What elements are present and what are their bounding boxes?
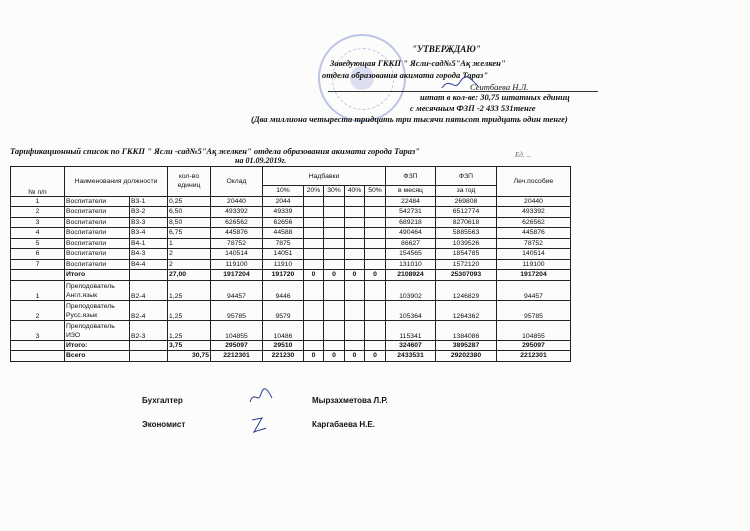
unit-count: 2	[168, 259, 211, 270]
empty-cell	[304, 320, 324, 340]
position-name: Воспитатели	[65, 207, 130, 218]
bonus-p10: 11910	[263, 259, 304, 270]
empty-cell	[345, 280, 365, 300]
accountant-signature	[248, 388, 274, 406]
fzp-year: 1854785	[436, 249, 497, 260]
bonus-p40	[345, 217, 365, 228]
subtotal2-p10: 29510	[263, 340, 304, 351]
economist-role: Экономист	[142, 420, 186, 429]
benefit: 119100	[497, 259, 571, 270]
row-number: 6	[11, 249, 65, 260]
teacher-row	[11, 320, 571, 340]
bonus-p10: 62656	[263, 217, 304, 228]
position-name: Воспитатели	[65, 249, 130, 260]
salary: 20440	[211, 196, 263, 207]
table-row	[11, 196, 571, 207]
document-date: на 01.09.2019г.	[235, 156, 287, 165]
bonus-p50	[365, 228, 386, 239]
position-name-line-2: Русс.язык	[66, 311, 98, 319]
fzp-month: 115341	[386, 320, 436, 340]
header-fzp-month: ФЗП	[386, 167, 436, 186]
document-title: Тарификационный список по ГККП " Ясли -сад№5"Ақ желкен" отдела образования акимата города Тараз"	[10, 146, 420, 156]
accountant-role: Бухгалтер	[142, 396, 183, 405]
bonus-p40	[345, 259, 365, 270]
category: В2-3	[130, 320, 168, 340]
position-name-line-1: Преподователь	[66, 282, 115, 290]
header-fzp-month-sub: в месяц	[386, 186, 436, 197]
empty-cell	[365, 280, 386, 300]
bonus-p40	[345, 207, 365, 218]
unit-count: 1,25	[168, 280, 211, 300]
bonus-p10: 44588	[263, 228, 304, 239]
accountant-name: Мырзахметова Л.Р.	[312, 396, 388, 405]
bonus-p20	[304, 228, 324, 239]
bonus-p10: 14051	[263, 249, 304, 260]
header-salary: Оклад	[211, 167, 263, 197]
bonus-p10: 2044	[263, 196, 304, 207]
unit-count: 1	[168, 238, 211, 249]
bonus-p10: 49339	[263, 207, 304, 218]
bonus-p30	[324, 196, 345, 207]
bonus-p20	[304, 259, 324, 270]
position-name-line-1: Преподователь ИЗО	[66, 322, 115, 339]
table-row	[11, 259, 571, 270]
bonus-p50	[365, 196, 386, 207]
subtotal-benefit: 1917204	[497, 270, 571, 281]
total-p40: 0	[345, 351, 365, 362]
header-name: Наименования должности	[65, 167, 168, 197]
position-name: Воспитатели	[65, 238, 130, 249]
unit-count: 6,50	[168, 207, 211, 218]
approval-heading: "УТВЕРЖДАЮ"	[412, 44, 481, 54]
row-number: 4	[11, 228, 65, 239]
row-number: 7	[11, 259, 65, 270]
subtotal2-year: 3895287	[436, 340, 497, 351]
fzp-year: 8270618	[436, 217, 497, 228]
position-name	[65, 320, 130, 340]
position-name: Воспитатели	[65, 217, 130, 228]
header-num: № п/п	[11, 167, 65, 197]
category: В3-3	[130, 217, 168, 228]
fzp-year: 6512774	[436, 207, 497, 218]
bonus-p50	[365, 217, 386, 228]
total-benefit: 2212301	[497, 351, 571, 362]
director-signature	[440, 74, 480, 94]
header-row-1	[11, 167, 571, 186]
bonus-p10: 7875	[263, 238, 304, 249]
header-benefit: Леч.пособие	[497, 167, 571, 197]
bonus-p10: 9579	[263, 300, 304, 320]
row-number: 3	[11, 217, 65, 228]
subtotal-p30: 0	[324, 270, 345, 281]
position-name-line-2: Англ.язык	[66, 291, 98, 299]
category: В3-2	[130, 207, 168, 218]
bonus-p30	[324, 207, 345, 218]
unit-count: 1,25	[168, 320, 211, 340]
position-name: Воспитатели	[65, 196, 130, 207]
subtotal-count: 27,00	[168, 270, 211, 281]
subtotal2-benefit: 295097	[497, 340, 571, 351]
approval-line-5: с месячным ФЗП -2 433 531тенге	[410, 103, 536, 113]
teacher-row	[11, 280, 571, 300]
table-row	[11, 249, 571, 260]
approval-signer: Сеитбаева Н.Л.	[470, 82, 529, 92]
unit-count: 8,50	[168, 217, 211, 228]
benefit: 94457	[497, 280, 571, 300]
bonus-p40	[345, 228, 365, 239]
bonus-p40	[345, 249, 365, 260]
benefit: 626562	[497, 217, 571, 228]
fzp-year: 1264362	[436, 300, 497, 320]
bonus-p30	[324, 228, 345, 239]
fzp-month: 86627	[386, 238, 436, 249]
salary: 78752	[211, 238, 263, 249]
unit-count: 1,25	[168, 300, 211, 320]
table-row	[11, 207, 571, 218]
position-name	[65, 280, 130, 300]
bonus-p20	[304, 207, 324, 218]
subtotal2-label: Итого:	[65, 340, 130, 351]
position-name: Воспитатели	[65, 228, 130, 239]
category: В3-1	[130, 196, 168, 207]
unit-count: 0,25	[168, 196, 211, 207]
benefit: 493392	[497, 207, 571, 218]
row-number: 1	[11, 196, 65, 207]
total-p20: 0	[304, 351, 324, 362]
table-row	[11, 217, 571, 228]
approval-line-6: (Два миллиона четыреста тридцать три тысячи пятьсот тридцать один тенге)	[251, 114, 568, 124]
salary: 493392	[211, 207, 263, 218]
subtotal-p20: 0	[304, 270, 324, 281]
empty-cell	[324, 300, 345, 320]
approval-line-1: Заведующая ГККП " Ясли-сад№5"Ақ желкен"	[330, 58, 506, 68]
header-p50: 50%	[365, 186, 386, 197]
bonus-p20	[304, 217, 324, 228]
row-number: 2	[11, 300, 65, 320]
bonus-p30	[324, 249, 345, 260]
bonus-p10: 10486	[263, 320, 304, 340]
total-count: 30,75	[168, 351, 211, 362]
fzp-year: 1572120	[436, 259, 497, 270]
fzp-year: 269808	[436, 196, 497, 207]
fzp-month: 542731	[386, 207, 436, 218]
header-bonuses: Надбавки	[263, 167, 386, 186]
salary: 95785	[211, 300, 263, 320]
fzp-month: 490464	[386, 228, 436, 239]
bonus-p30	[324, 217, 345, 228]
total-month: 2433531	[386, 351, 436, 362]
empty-cell	[324, 280, 345, 300]
subtotal-p10: 191720	[263, 270, 304, 281]
category: В2-4	[130, 300, 168, 320]
salary: 104855	[211, 320, 263, 340]
subtotal-row	[11, 270, 571, 281]
category: В2-4	[130, 280, 168, 300]
salary: 140514	[211, 249, 263, 260]
approval-line-2: отдела образования акимата города Тараз"	[322, 70, 489, 80]
bonus-p50	[365, 249, 386, 260]
header-fzp-year: ФЗП	[436, 167, 497, 186]
subtotal2-count: 3,75	[168, 340, 211, 351]
row-number: 5	[11, 238, 65, 249]
fzp-month: 103902	[386, 280, 436, 300]
row-number: 2	[11, 207, 65, 218]
fzp-month: 154565	[386, 249, 436, 260]
salary: 445876	[211, 228, 263, 239]
economist-name: Каргабаева Н.Е.	[312, 420, 375, 429]
subtotal-p50: 0	[365, 270, 386, 281]
bonus-p20	[304, 238, 324, 249]
benefit: 20440	[497, 196, 571, 207]
benefit: 95785	[497, 300, 571, 320]
total-salary: 2212301	[211, 351, 263, 362]
table-row	[11, 228, 571, 239]
row-number: 3	[11, 320, 65, 340]
row-number: 1	[11, 280, 65, 300]
subtotal-p40: 0	[345, 270, 365, 281]
fzp-year: 1039526	[436, 238, 497, 249]
fzp-month: 131010	[386, 259, 436, 270]
unit-count: 2	[168, 249, 211, 260]
subtotal-label: Итого	[65, 270, 130, 281]
bonus-p20	[304, 249, 324, 260]
empty-cell	[324, 320, 345, 340]
total-p10: 221230	[263, 351, 304, 362]
fzp-year: 1246829	[436, 280, 497, 300]
subtotal-year: 25307093	[436, 270, 497, 281]
category: В4-3	[130, 249, 168, 260]
position-name	[65, 300, 130, 320]
table-row	[11, 238, 571, 249]
empty-cell	[345, 320, 365, 340]
header-p10: 10%	[263, 186, 304, 197]
salary: 119100	[211, 259, 263, 270]
economist-signature	[248, 414, 270, 436]
fzp-year: 1384086	[436, 320, 497, 340]
bonus-p40	[345, 238, 365, 249]
total-year: 29202380	[436, 351, 497, 362]
fzp-year: 5885563	[436, 228, 497, 239]
total-p30: 0	[324, 351, 345, 362]
header-fzp-year-sub: за год	[436, 186, 497, 197]
fzp-month: 689218	[386, 217, 436, 228]
benefit: 140514	[497, 249, 571, 260]
bonus-p30	[324, 259, 345, 270]
tariff-table	[10, 166, 571, 362]
benefit: 78752	[497, 238, 571, 249]
benefit: 104855	[497, 320, 571, 340]
fzp-month: 22484	[386, 196, 436, 207]
header-p40: 40%	[345, 186, 365, 197]
salary: 626562	[211, 217, 263, 228]
empty-cell	[345, 300, 365, 320]
header-p20: 20%	[304, 186, 324, 197]
benefit: 445876	[497, 228, 571, 239]
total-p50: 0	[365, 351, 386, 362]
bonus-p30	[324, 238, 345, 249]
subtotal2-row	[11, 340, 571, 351]
category: В4-4	[130, 259, 168, 270]
teacher-row	[11, 300, 571, 320]
empty-cell	[365, 320, 386, 340]
total-row	[11, 351, 571, 362]
unit-count: 6,75	[168, 228, 211, 239]
approval-line-4: штат в кол-ве: 30,75 штатных единиц	[420, 92, 570, 102]
bonus-p20	[304, 196, 324, 207]
bonus-p40	[345, 196, 365, 207]
corner-note: Ед. ...	[515, 151, 532, 159]
total-label: Всего	[65, 351, 130, 362]
empty-cell	[365, 300, 386, 320]
category: В3-4	[130, 228, 168, 239]
bonus-p50	[365, 207, 386, 218]
subtotal2-month: 324607	[386, 340, 436, 351]
header-p30: 30%	[324, 186, 345, 197]
fzp-month: 105364	[386, 300, 436, 320]
subtotal2-salary: 295097	[211, 340, 263, 351]
empty-cell	[304, 280, 324, 300]
subtotal-salary: 1917204	[211, 270, 263, 281]
category: В4-1	[130, 238, 168, 249]
bonus-p10: 9446	[263, 280, 304, 300]
empty-cell	[304, 300, 324, 320]
salary: 94457	[211, 280, 263, 300]
bonus-p50	[365, 259, 386, 270]
header-count: кол-во единиц	[168, 167, 211, 197]
bonus-p50	[365, 238, 386, 249]
position-name: Воспитатели	[65, 259, 130, 270]
position-name-line-1: Преподователь	[66, 302, 115, 310]
subtotal-month: 2108924	[386, 270, 436, 281]
